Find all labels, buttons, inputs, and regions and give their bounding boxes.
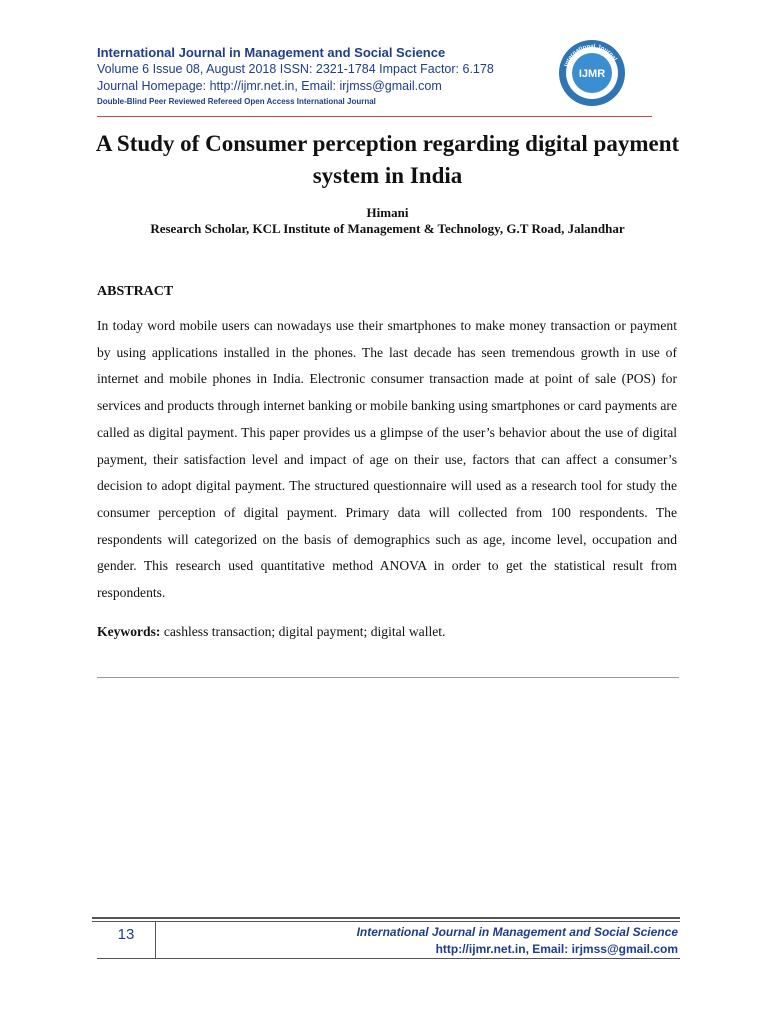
page-number: 13 [117, 926, 135, 943]
keywords-text: cashless transaction; digital payment; digital wallet. [160, 624, 446, 639]
section-divider [97, 677, 679, 678]
logo-ring-text: International Journal [563, 43, 618, 68]
footer-rule-thick [92, 917, 680, 919]
footer-vertical-divider [155, 921, 156, 959]
footer-contact: http://ijmr.net.in, Email: irjmss@gmail.com [435, 942, 678, 956]
homepage-line: Journal Homepage: http://ijmr.net.in, Email: irjmss@gmail.com [97, 79, 442, 93]
footer-journal-name: International Journal in Management and Social Science [356, 925, 678, 939]
volume-line: Volume 6 Issue 08, August 2018 ISSN: 2321-1784 Impact Factor: 6.178 [97, 62, 494, 76]
author-name: Himani [366, 205, 409, 220]
abstract-text: In today word mobile users can nowadays use their smartphones to make money transaction or payment by using applications installed in the phones. The last decade has seen tremendous growth in use of internet and mobile phones in India. Electronic consumer transaction made at point of sale (POS) for services and products through internet banking or mobile banking using smartphones or card payments are called as digital payment. This paper provides us a glimpse of the user’s behavior about the use of digital payment, their satisfaction level and impact of age on their use, factors that can affect a consumer’s decision to adopt digital payment. The structured questionnaire will used as a research tool for study the consumer perception of digital payment. Primary data will collected from 100 respondents. The respondents will categorized on the basis of demographics such as age, income level, occupation and gender. This research used quantitative method ANOVA in order to get the statistical result from respondents. [97, 318, 677, 601]
footer-rule-bottom [97, 958, 680, 959]
ijmr-logo [557, 38, 627, 108]
logo-text: IJMR [578, 68, 606, 80]
keywords-label: Keywords: [97, 624, 161, 639]
abstract-heading: ABSTRACT [97, 284, 174, 299]
footer-text [357, 924, 678, 958]
header-rule [97, 116, 652, 117]
journal-header [97, 44, 557, 109]
paper-title: A Study of Consumer perception regarding digital payment system in India [95, 131, 680, 188]
author-affiliation: Research Scholar, KCL Institute of Management & Technology, G.T Road, Jalandhar [150, 221, 625, 236]
review-line: Double-Blind Peer Reviewed Refereed Open Access International Journal [97, 97, 376, 106]
journal-name: International Journal in Management and Social Science [97, 45, 446, 60]
keywords-line [97, 624, 677, 640]
footer-rule-thin [92, 921, 680, 922]
